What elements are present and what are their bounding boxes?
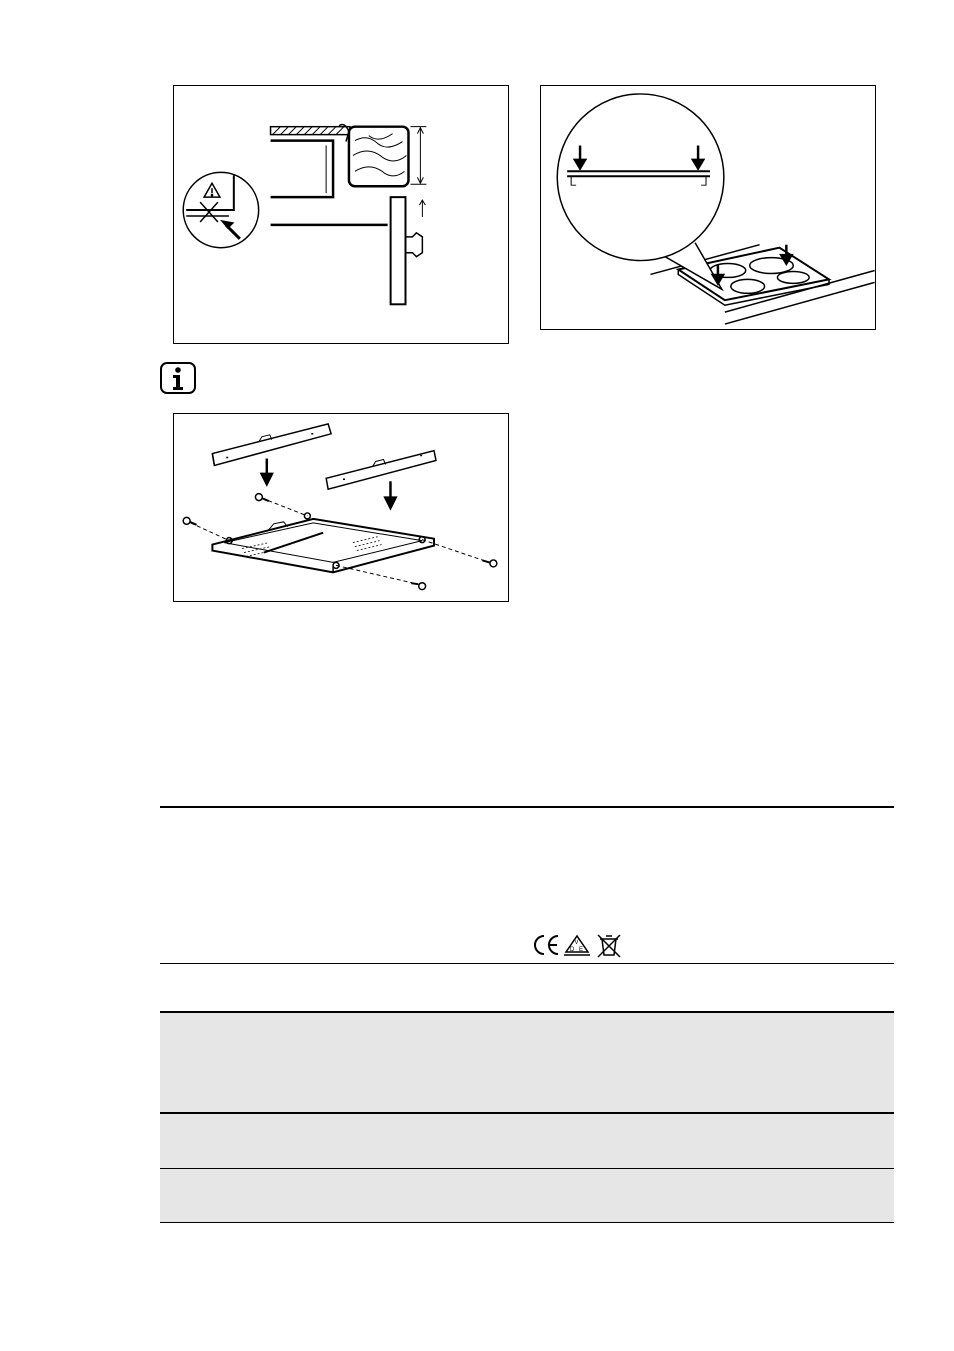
vde-mark-icon xyxy=(564,936,590,955)
figure-mounting-brackets-assembly xyxy=(173,413,509,602)
down-arrow-icon xyxy=(261,459,273,486)
info-icon xyxy=(159,361,197,395)
figure-hob-edge-cross-section xyxy=(173,85,509,344)
svg-text:V: V xyxy=(574,940,579,946)
figure-hob-placement-magnifier xyxy=(540,85,876,330)
screw-icon xyxy=(411,583,425,590)
certification-marks xyxy=(530,930,626,960)
svg-text:D: D xyxy=(570,947,575,953)
screw-icon xyxy=(183,517,196,524)
svg-text:E: E xyxy=(579,947,584,953)
table-bottom-rule xyxy=(160,1222,894,1223)
table-top-rule xyxy=(160,963,894,964)
screw-icon xyxy=(255,494,268,501)
ce-mark-icon xyxy=(535,936,558,954)
section-divider xyxy=(160,806,894,808)
screw-icon xyxy=(482,560,496,567)
down-arrow-icon xyxy=(385,481,397,509)
table-row-shaded xyxy=(160,1012,894,1112)
table-row-shaded xyxy=(160,1114,894,1168)
table-row-shaded xyxy=(160,1169,894,1222)
table-row-divider xyxy=(160,1011,894,1013)
weee-bin-icon xyxy=(598,935,620,957)
